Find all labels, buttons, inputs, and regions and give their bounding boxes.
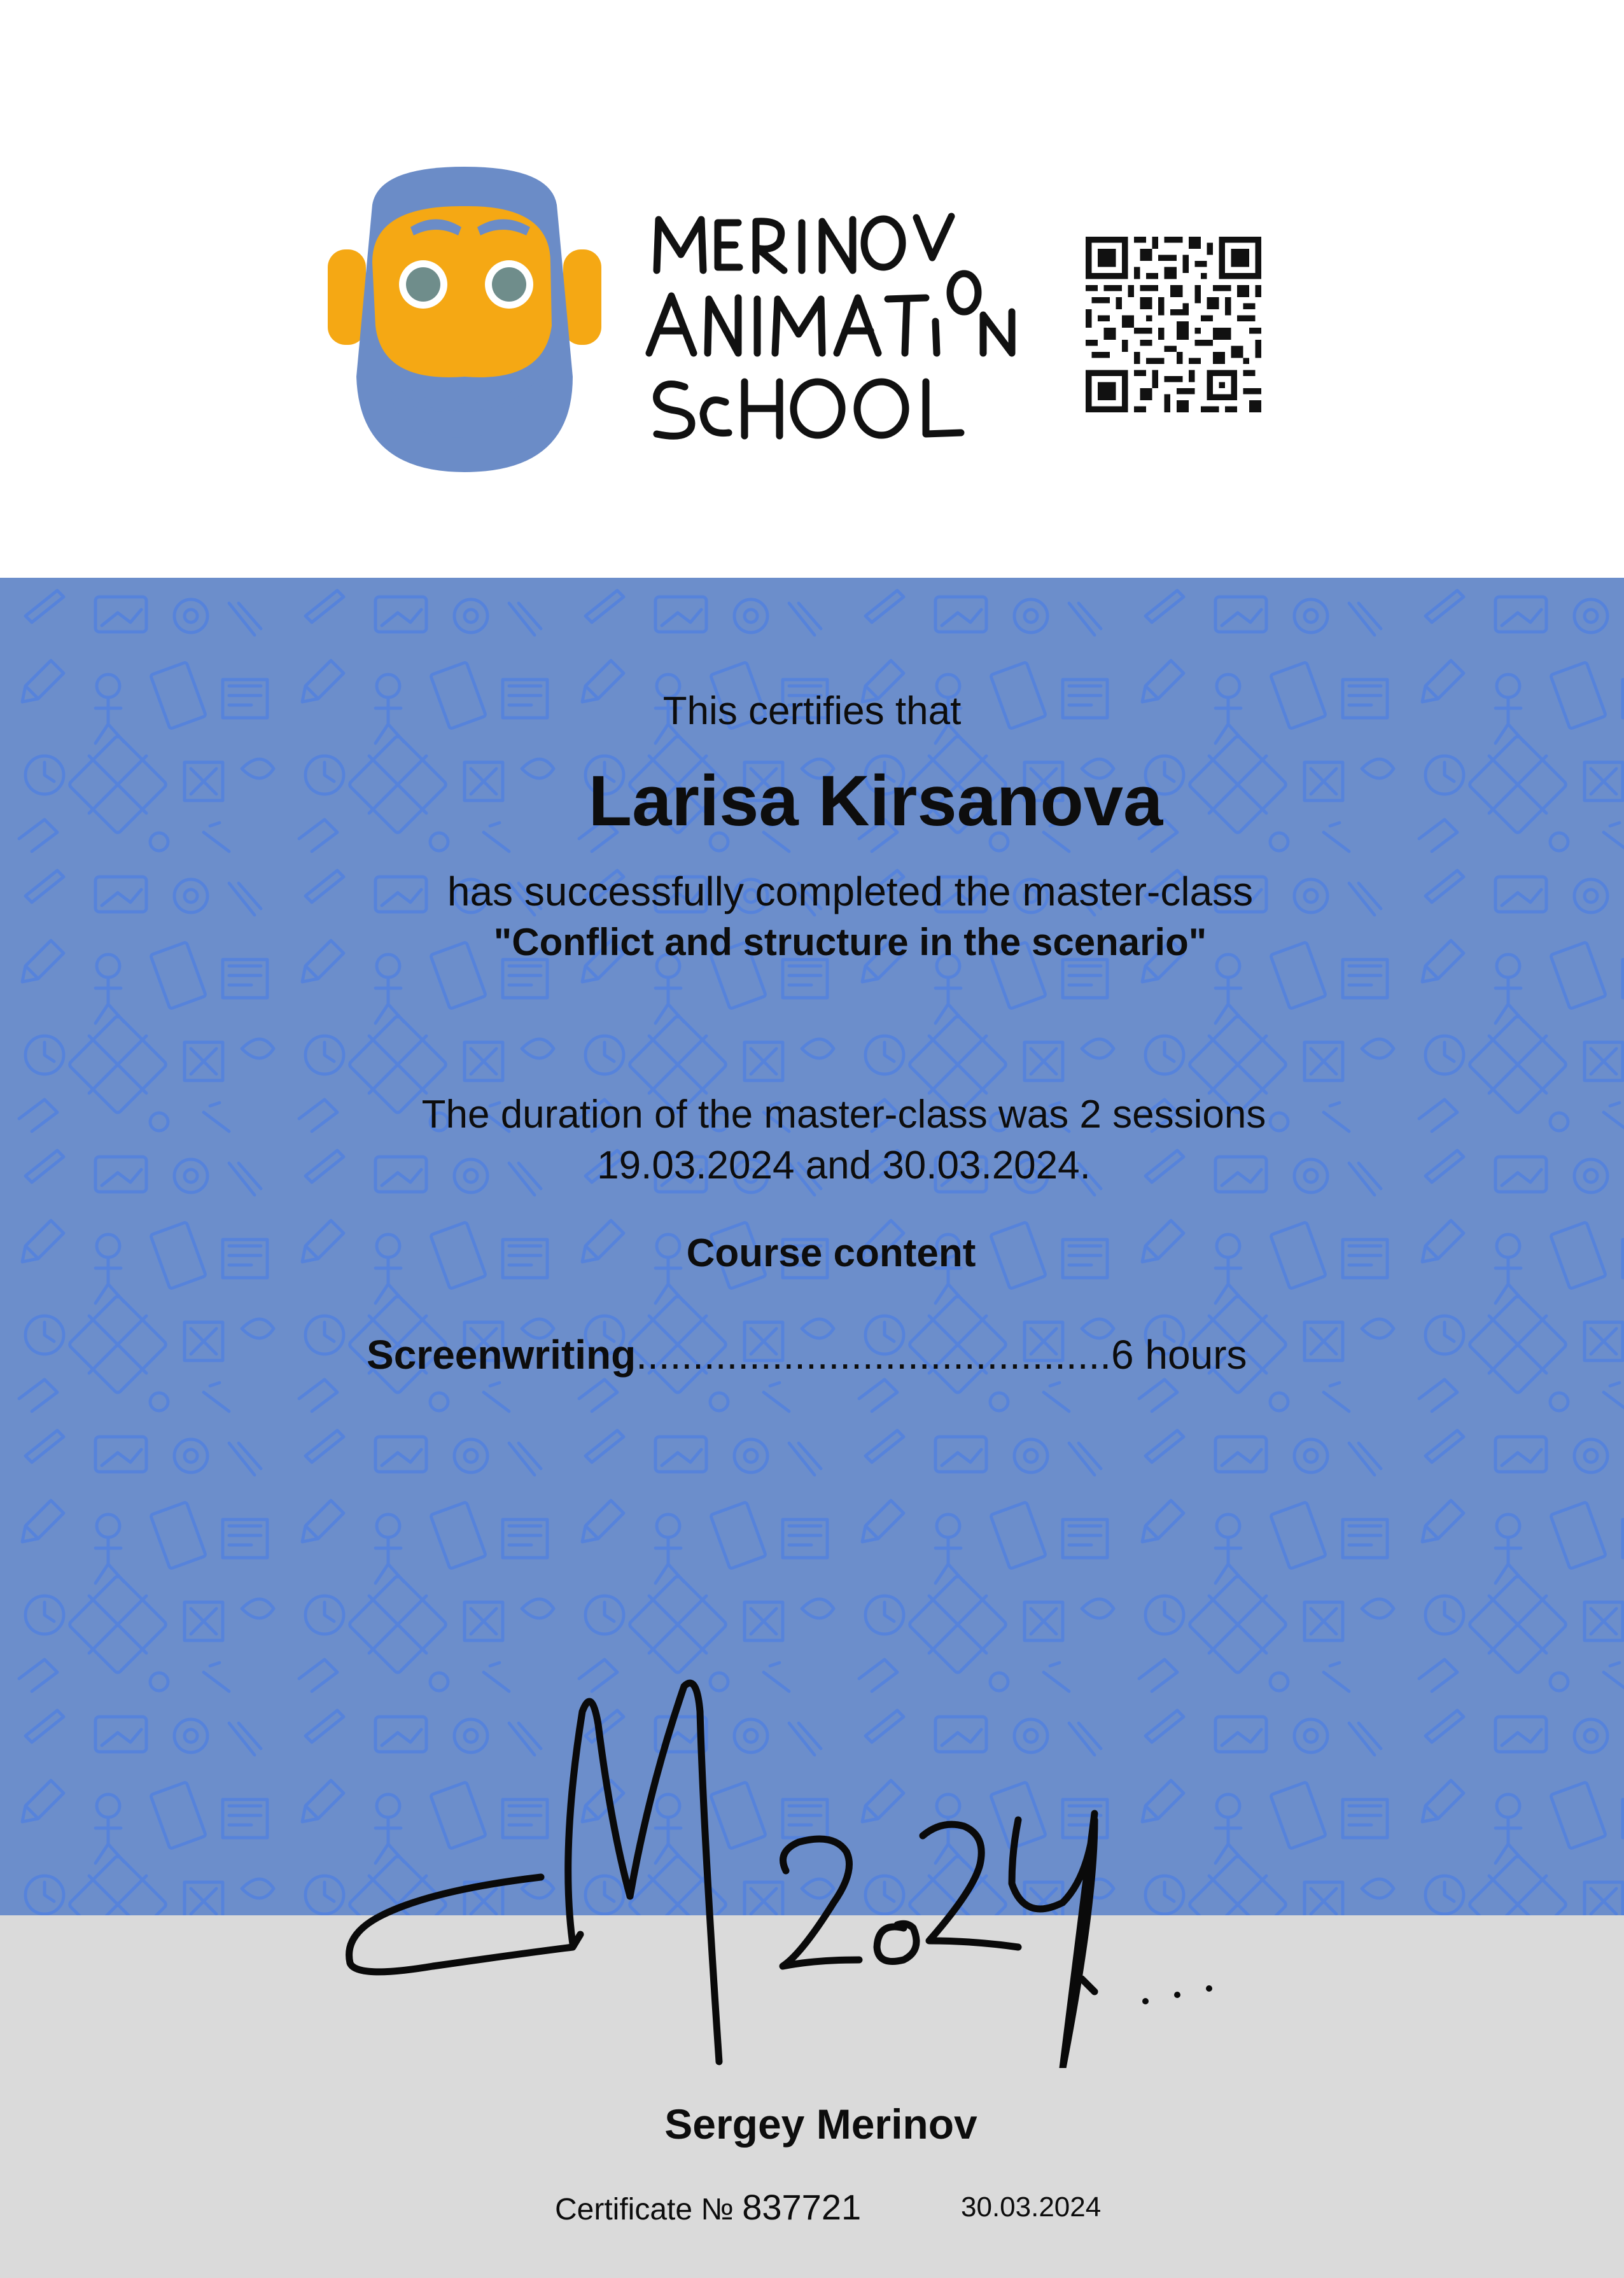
course-content-heading: Course content bbox=[686, 1231, 976, 1275]
course-item-row bbox=[367, 1331, 1247, 1378]
signer-name: Sergey Merinov bbox=[664, 2100, 977, 2148]
session-dates: 19.03.2024 and 30.03.2024. bbox=[597, 1143, 1091, 1187]
recipient-name: Larisa Kirsanova bbox=[588, 761, 1163, 841]
certifies-intro: This certifies that bbox=[662, 689, 962, 733]
qr-code-icon[interactable] bbox=[1086, 237, 1261, 412]
logo-wordmark bbox=[643, 204, 1025, 445]
certificate-number-line bbox=[555, 2186, 861, 2228]
completion-statement: has successfully completed the master-class bbox=[447, 869, 1254, 914]
issue-date: 30.03.2024 bbox=[961, 2191, 1102, 2223]
duration-statement: The duration of the master-class was 2 sessions bbox=[421, 1093, 1266, 1136]
course-title: "Conflict and structure in the scenario" bbox=[493, 921, 1207, 963]
course-item-hours: 6 hours bbox=[1111, 1332, 1247, 1378]
certificate-number-label: Certificate № bbox=[555, 2193, 734, 2226]
course-item-name: Screenwriting bbox=[367, 1332, 636, 1378]
certificate-header bbox=[0, 0, 1624, 578]
handwritten-signature bbox=[331, 1661, 1375, 2068]
robot-face-logo-icon bbox=[328, 167, 601, 472]
certificate-number: 837721 bbox=[742, 2187, 862, 2227]
course-item-leader-dots: .......................................... bbox=[636, 1332, 1112, 1378]
